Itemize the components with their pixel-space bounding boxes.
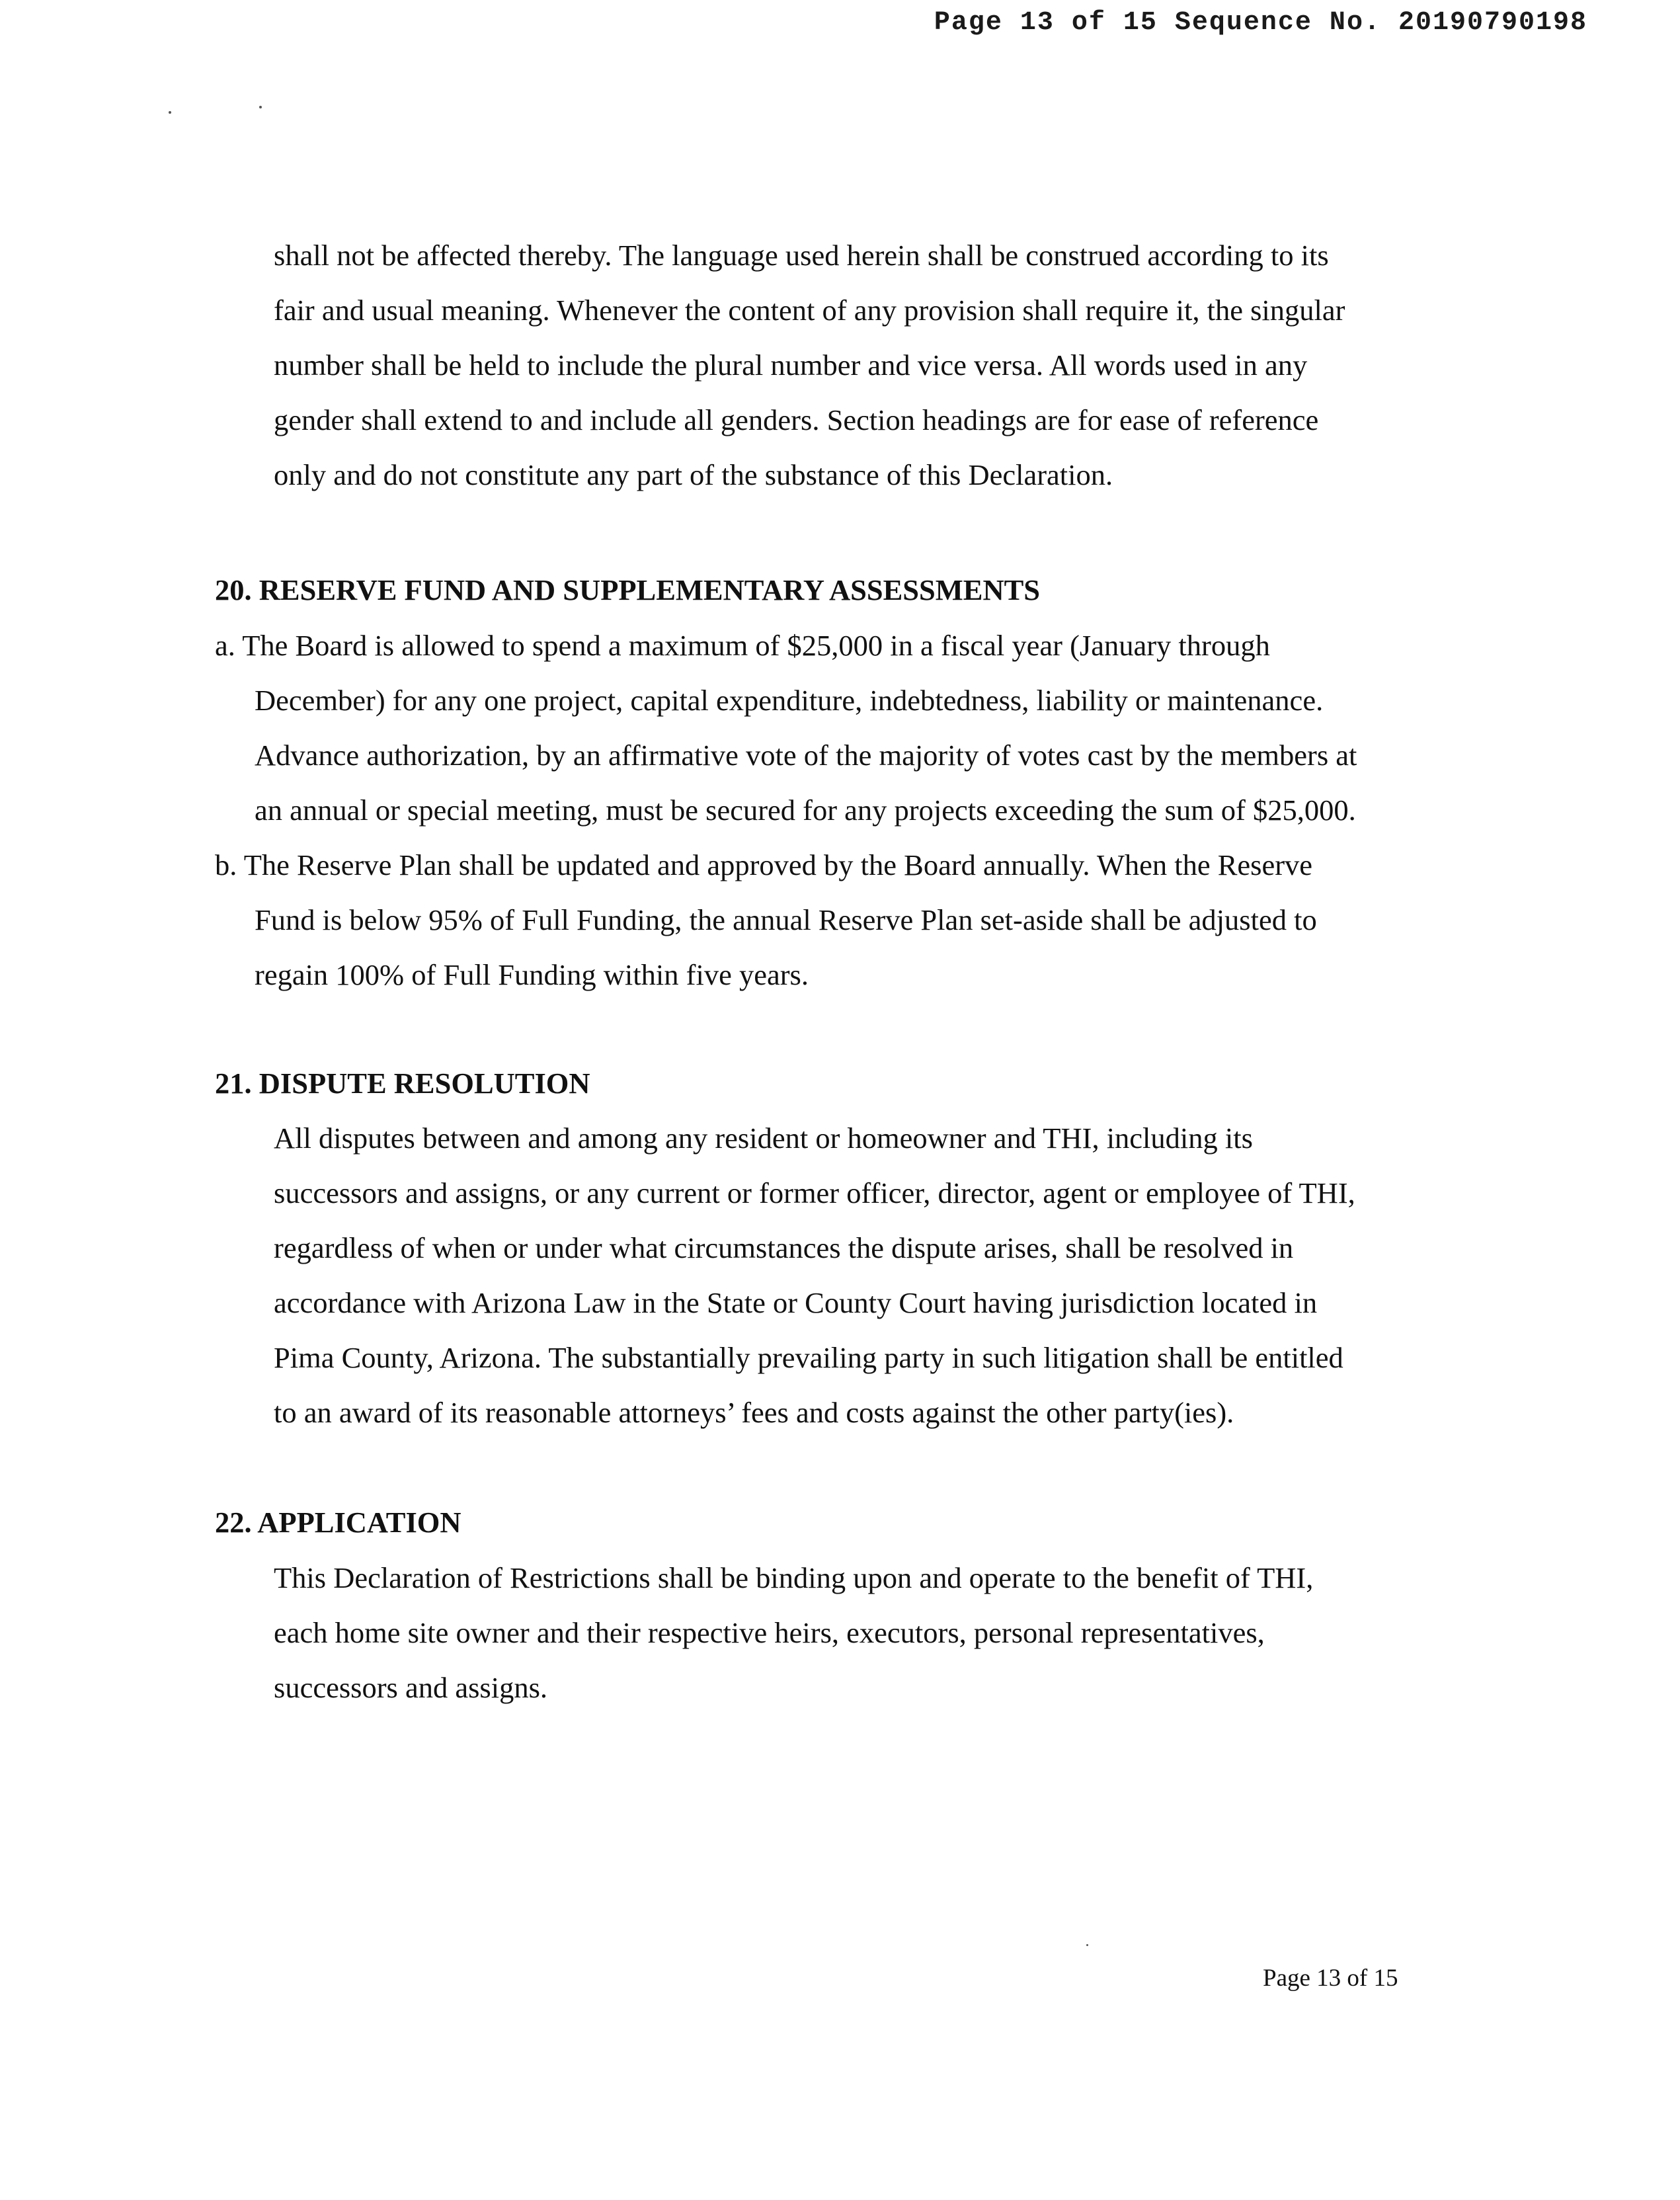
scan-speck <box>259 106 262 108</box>
item-line: regain 100% of Full Funding within five years. <box>255 958 809 991</box>
intro-paragraph <box>274 228 1345 503</box>
paragraph-line: to an award of its reasonable attorneys’ fees and costs against the other party(ies). <box>274 1396 1234 1429</box>
paragraph-line: shall not be affected thereby. The language used herein shall be construed according to its <box>274 239 1329 272</box>
paragraph-line: successors and assigns, or any current or former officer, director, agent or employee of THI, <box>274 1176 1355 1209</box>
item-line: Advance authorization, by an affirmative vote of the majority of votes cast by the members at <box>255 739 1357 772</box>
header-page-sequence-stamp: Page 13 of 15 Sequence No. 20190790198 <box>934 8 1587 38</box>
item-line: an annual or special meeting, must be secured for any projects exceeding the sum of $25,000. <box>255 794 1356 827</box>
paragraph-line: Pima County, Arizona. The substantially prevailing party in such litigation shall be entitled <box>274 1341 1343 1374</box>
paragraph-line: gender shall extend to and include all genders. Section headings are for ease of reference <box>274 403 1319 436</box>
paragraph-line: number shall be held to include the plural number and vice versa. All words used in any <box>274 348 1308 382</box>
paragraph-line: This Declaration of Restrictions shall be binding upon and operate to the benefit of THI, <box>274 1561 1314 1594</box>
section-21-heading: 21. DISPUTE RESOLUTION <box>215 1067 590 1100</box>
section-20-heading: 20. RESERVE FUND AND SUPPLEMENTARY ASSESSMENTS <box>215 573 1041 606</box>
footer-page-number: Page 13 of 15 <box>1263 1965 1398 1992</box>
item-line: b. The Reserve Plan shall be updated and approved by the Board annually. When the Reserve <box>215 848 1313 881</box>
paragraph-line: accordance with Arizona Law in the State or County Court having jurisdiction located in <box>274 1286 1318 1319</box>
scan-speck <box>1086 1944 1088 1946</box>
paragraph-line: All disputes between and among any resident or homeowner and THI, including its <box>274 1121 1253 1155</box>
item-line: December) for any one project, capital expenditure, indebtedness, liability or maintenance. <box>255 684 1324 717</box>
paragraph-line: only and do not constitute any part of the substance of this Declaration. <box>274 458 1113 491</box>
item-line: a. The Board is allowed to spend a maximum of $25,000 in a fiscal year (January through <box>215 629 1270 662</box>
section-22-heading: 22. APPLICATION <box>215 1506 461 1539</box>
paragraph-line: successors and assigns. <box>274 1671 548 1704</box>
section-20-item-a <box>215 618 1357 838</box>
item-line: Fund is below 95% of Full Funding, the annual Reserve Plan set-aside shall be adjusted to <box>255 903 1317 936</box>
paragraph-line: regardless of when or under what circumstances the dispute arises, shall be resolved in <box>274 1231 1294 1264</box>
paragraph-line: each home site owner and their respective heirs, executors, personal representatives, <box>274 1616 1265 1649</box>
paragraph-line: fair and usual meaning. Whenever the content of any provision shall require it, the singular <box>274 294 1345 327</box>
section-22-body <box>274 1551 1313 1715</box>
section-20-item-b <box>215 838 1317 1002</box>
section-21-body <box>274 1111 1355 1440</box>
scan-speck <box>169 111 171 114</box>
